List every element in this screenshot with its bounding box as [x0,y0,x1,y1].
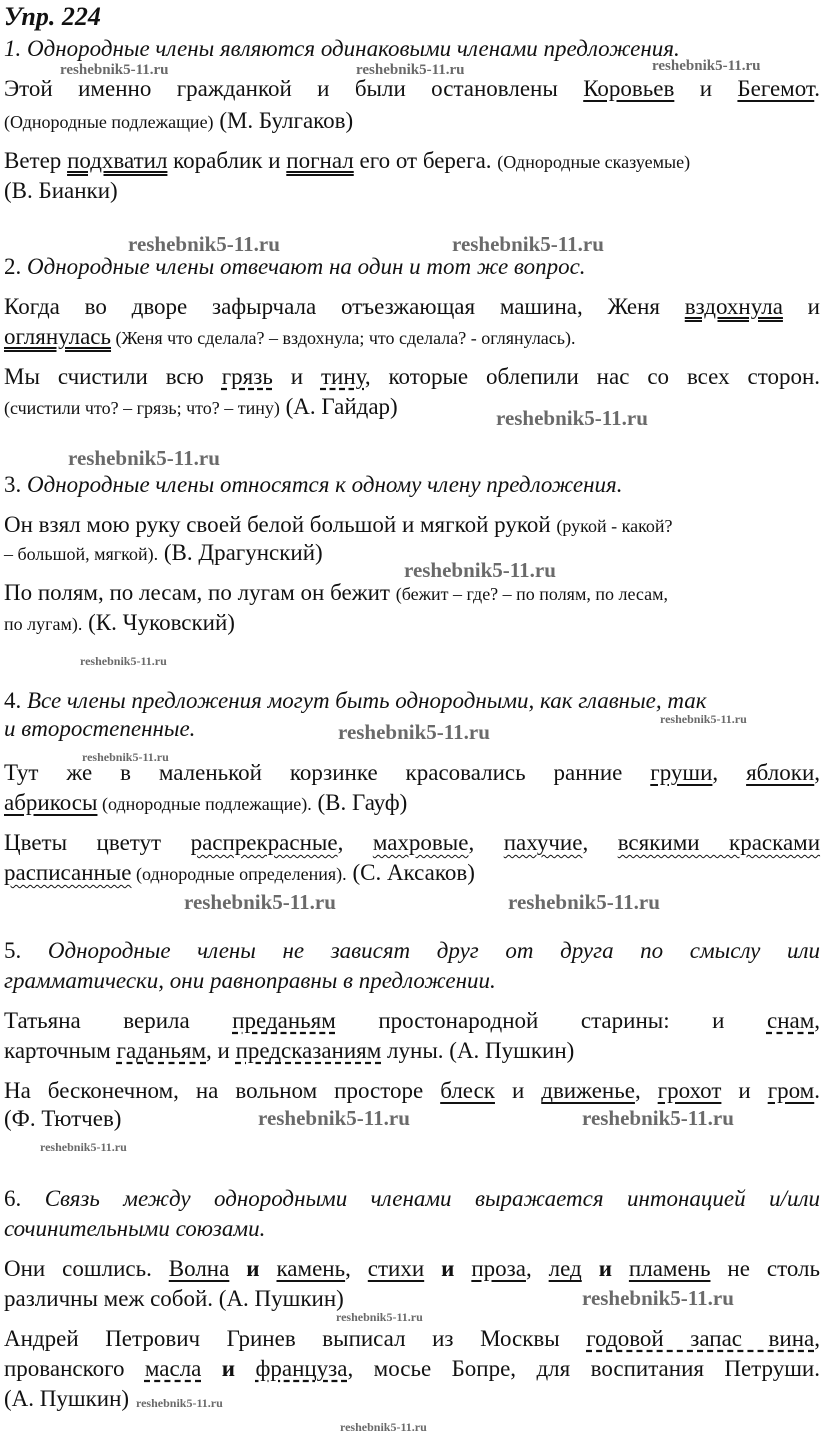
grammar-note: (рукой - какой? [556,516,673,536]
section-4-heading-cont: и второстепенные. [4,716,196,741]
section-4-example-2 [4,828,820,858]
text: и [272,364,321,389]
text: Когда во дворе зафырчала отъезжающая машина, Женя [4,294,685,319]
text: Тут же в маленькой корзинке красовались ранние [4,760,651,785]
text: , [634,1078,658,1103]
attribute-word: махровые [372,830,469,855]
text: Цветы цветут [4,830,191,855]
heading-text: Связь между однородными членами выражается интонацией и/или [44,1186,821,1211]
section-2-example-2-note [4,392,398,423]
text: Ветер [4,148,68,173]
text: простонародной старины: и [335,1008,767,1033]
object-word: тину [320,364,365,389]
conjunction: и [229,1256,277,1281]
predicate-word: погнал [286,148,354,173]
text: , [582,830,618,855]
object-word: годовой запас вина [586,1326,815,1351]
section-2-example-2 [4,362,820,392]
section-number: 4. [4,688,27,713]
subject-word: лед [548,1256,582,1281]
text: , [525,1256,549,1281]
section-4-example-1-cont [4,788,407,819]
text: , и [206,1038,236,1063]
section-1-example-2 [4,146,690,177]
subject-word: Коровьев [583,76,675,101]
text: прованского [4,1356,145,1381]
subject-word: проза [471,1256,526,1281]
text: Татьяна верила [4,1008,233,1033]
section-6-heading-cont: сочинительными союзами. [4,1216,266,1241]
watermark: reshebnik5-11.ru [68,446,220,470]
text: и [494,1078,542,1103]
text: , [814,1326,820,1351]
text: , мосье Бопре, для воспитания Петруши. [347,1356,820,1381]
heading-text: Все члены предложения могут быть однородными, как главные, так [27,688,707,713]
grammar-note: (однородные определения). [131,864,347,884]
section-4-example-2-cont [4,858,475,889]
subject-word: камень [276,1256,346,1281]
grammar-note: (счистили что? – грязь; что? – тину) [4,398,280,418]
subject-word: блеск [440,1078,495,1103]
section-6-example-2-author: (А. Пушкин) [4,1386,130,1411]
object-word: грязь [221,364,273,389]
watermark: reshebnik5-11.ru [40,1140,127,1154]
section-5-heading-cont: грамматически, они равноправны в предложении. [4,968,496,993]
section-6-example-2 [4,1324,820,1354]
text: По полям, по лесам, по лугам он бежит [4,580,396,605]
watermark: reshebnik5-11.ru [340,1420,427,1434]
author: (К. Чуковский) [82,610,235,635]
watermark: reshebnik5-11.ru [404,558,556,582]
section-6-heading [4,1184,820,1214]
section-1-example-1-note [4,106,353,137]
watermark: reshebnik5-11.ru [80,654,167,668]
subject-word: груши [650,760,713,785]
text: и [674,76,738,101]
watermark: reshebnik5-11.ru [82,750,169,764]
section-5-example-2-author: (Ф. Тютчев) [4,1106,122,1131]
section-3-example-2-cont [4,608,235,639]
text: . [814,1078,820,1103]
object-word: француза [255,1356,348,1381]
section-3-example-1-cont [4,538,323,569]
heading-text: Однородные члены не зависят друг от друга по смыслу или [47,938,820,963]
watermark: reshebnik5-11.ru [336,1310,423,1324]
author: (В. Гауф) [311,790,408,815]
subject-word: Бегемот [737,76,815,101]
grammar-note: – большой, мягкой). [4,544,159,564]
grammar-note: (Женя что сделала? – вздохнула; что сделала? - оглянулась). [111,328,576,348]
section-6-example-2-cont [4,1354,820,1384]
text: , [814,1008,821,1033]
grammar-note: (Однородные сказуемые) [497,152,691,172]
object-word: гаданьям [116,1038,207,1063]
exercise-title: Упр. 224 [4,2,101,31]
grammar-note: (Однородные подлежащие) [4,112,214,132]
section-3-example-1 [4,510,673,541]
text: , [345,1256,368,1281]
conjunction: и [201,1356,256,1381]
section-3-heading [4,470,622,500]
grammar-note: (однородные подлежащие). [97,794,312,814]
section-5-example-2 [4,1076,820,1106]
text: луны. (А. Пушкин) [381,1038,575,1063]
text: На бесконечном, на вольном просторе [4,1078,441,1103]
section-2-example-1 [4,292,820,322]
author: (А. Гайдар) [279,394,398,419]
text: , которые облепили нас со всех сторон. [364,364,820,389]
conjunction: и [424,1256,472,1281]
section-number: 2. [4,254,27,279]
object-word: снам [766,1008,815,1033]
watermark: reshebnik5-11.ru [136,1396,223,1410]
text: , [712,760,747,785]
section-4-heading [4,686,707,716]
section-6-example-1-cont: различны меж собой. (А. Пушкин) [4,1286,344,1311]
section-number: 6. [4,1186,45,1211]
watermark: reshebnik5-11.ru [582,1106,734,1130]
watermark: reshebnik5-11.ru [652,58,761,74]
section-6-example-1 [4,1254,820,1284]
watermark: reshebnik5-11.ru [128,232,280,256]
text: , [814,760,821,785]
object-word: предсказаниям [235,1038,382,1063]
watermark: reshebnik5-11.ru [452,232,604,256]
object-word: преданьям [232,1008,336,1033]
text: . [814,76,820,101]
conjunction: и [581,1256,629,1281]
predicate-word: вздохнула [684,294,783,319]
watermark: reshebnik5-11.ru [660,712,747,726]
attribute-word: распрекрасные [190,830,338,855]
attribute-word: расписанные [4,860,132,885]
text: его от берега. [353,148,498,173]
text: Мы счистили всю [4,364,222,389]
text: , [468,830,504,855]
section-5-heading [4,936,820,966]
section-number: 5. [4,938,48,963]
text: карточным [4,1038,117,1063]
object-word: масла [144,1356,202,1381]
subject-word: грохот [657,1078,722,1103]
grammar-note: по лугам). [4,614,83,634]
attribute-word: всякими красками [617,830,821,855]
text: Они сошлись. [4,1256,169,1281]
section-5-example-1 [4,1006,820,1036]
heading-text: Однородные члены отвечают на один и тот же вопрос. [27,254,586,279]
subject-word: движенье [541,1078,635,1103]
watermark: reshebnik5-11.ru [582,1286,734,1310]
subject-word: гром [767,1078,815,1103]
subject-word: Волна [168,1256,230,1281]
heading-text: Однородные члены относятся к одному члену предложения. [27,472,623,497]
text: , [337,830,373,855]
watermark: reshebnik5-11.ru [356,62,465,78]
watermark: reshebnik5-11.ru [60,62,169,78]
section-3-example-2 [4,578,668,609]
predicate-word: подхватил [67,148,168,173]
author: (В. Драгунский) [158,540,323,565]
text: кораблик и [167,148,287,173]
text: не столь [710,1256,820,1281]
text: Андрей Петрович Гринев выписал из Москвы [4,1326,587,1351]
subject-word: стихи [367,1256,425,1281]
grammar-note: (бежит – где? – по полям, по лесам, [395,584,668,604]
watermark: reshebnik5-11.ru [496,406,648,430]
text: и [782,294,820,319]
text: Этой именно гражданкой и были остановлены [4,76,584,101]
subject-word: яблоки [746,760,815,785]
watermark: reshebnik5-11.ru [508,890,660,914]
section-2-example-1-cont [4,322,575,353]
subject-word: пламень [628,1256,711,1281]
author: (М. Булгаков) [213,108,354,133]
attribute-word: пахучие [503,830,583,855]
text: Он взял мою руку своей белой большой и мягкой рукой [4,512,557,537]
author: (С. Аксаков) [346,860,475,885]
subject-word: абрикосы [4,790,98,815]
text: и [721,1078,768,1103]
watermark: reshebnik5-11.ru [338,720,490,744]
watermark: reshebnik5-11.ru [258,1106,410,1130]
section-1-heading: 1. Однородные члены являются одинаковыми членами предложения. [4,36,680,61]
watermark: reshebnik5-11.ru [184,890,336,914]
section-number: 3. [4,472,27,497]
section-1-example-2-author: (В. Бианки) [4,178,118,203]
section-5-example-1-cont [4,1036,574,1066]
predicate-word: оглянулась [4,324,112,349]
